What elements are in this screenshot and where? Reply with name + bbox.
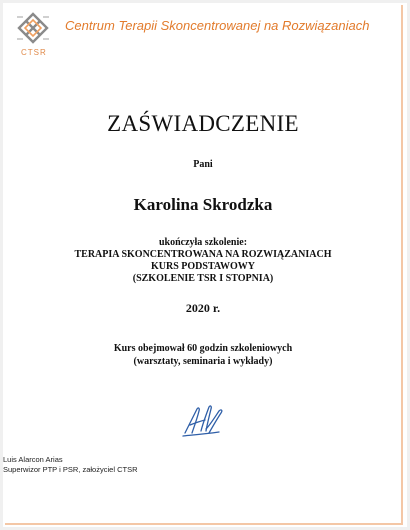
hours-line: Kurs obejmował 60 godzin szkoleniowych	[113, 343, 293, 354]
recipient-name: Karolina Skrodzka	[133, 195, 273, 214]
course-line: (SZKOLENIE TSR I STOPNIA)	[132, 273, 274, 284]
completed-label: ukończyła szkolenie:	[158, 237, 248, 248]
diamond-knot-logo-icon	[13, 11, 53, 45]
signer-role: Superwizor PTP i PSR, założyciel CTSR	[3, 465, 138, 474]
course-line: TERAPIA SKONCENTROWANA NA ROZWIĄZANIACH	[74, 249, 332, 260]
organization-name: Centrum Terapii Skoncentrowanej na Rozwiązaniach	[65, 18, 370, 33]
handwritten-signature-icon	[179, 399, 229, 441]
certificate-title: ZAŚWIADCZENIE	[107, 111, 299, 136]
course-line: KURS PODSTAWOWY	[151, 261, 255, 272]
hours-line: (warsztaty, seminaria i wykłady)	[133, 356, 273, 367]
logo	[13, 11, 57, 57]
signer-name: Luis Alarcon Arias	[3, 455, 63, 464]
course-year: 2020 r.	[185, 301, 221, 315]
salutation: Pani	[193, 159, 213, 170]
logo-abbreviation: CTSR	[21, 48, 47, 57]
